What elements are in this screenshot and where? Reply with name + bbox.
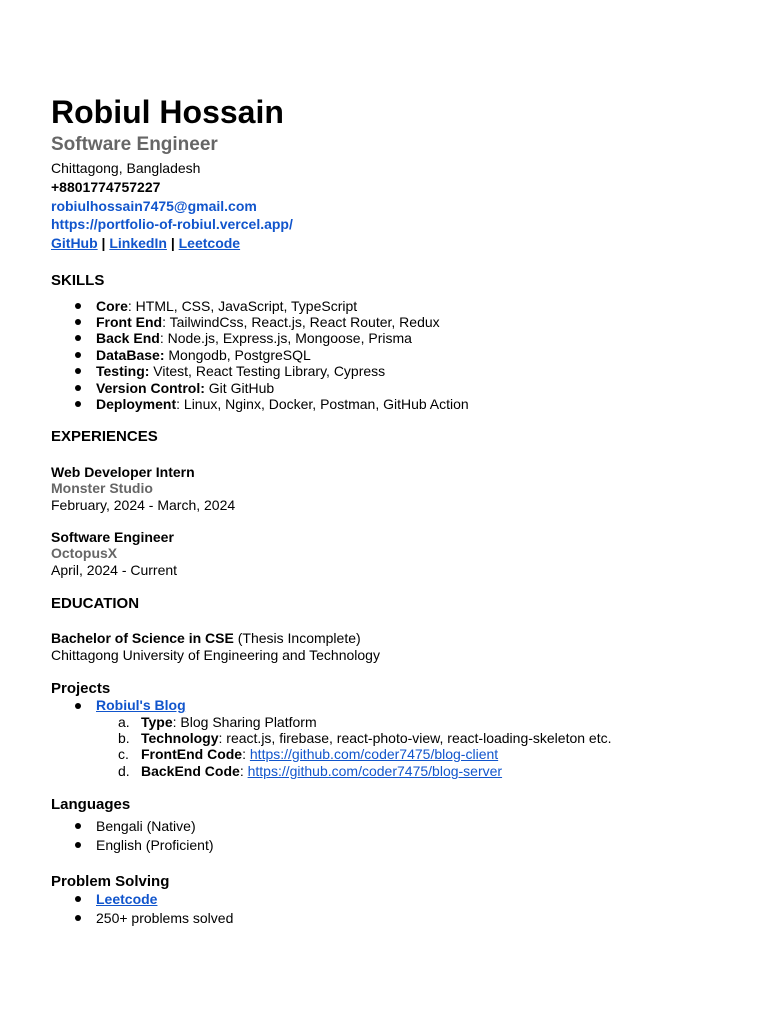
education-school: Chittagong University of Engineering and Technology bbox=[51, 647, 380, 663]
portfolio-link[interactable]: https://portfolio-of-robiul.vercel.app/ bbox=[51, 216, 293, 232]
name-heading: Robiul Hossain bbox=[51, 94, 284, 130]
skill-sep: : bbox=[159, 330, 164, 346]
skill-value: Linux, Nginx, Docker, Postman, GitHub Action bbox=[180, 396, 469, 412]
detail-label: FrontEnd Code bbox=[141, 746, 243, 762]
skill-value: Vitest, React Testing Library, Cypress bbox=[149, 363, 386, 379]
skill-value: Node.js, Express.js, Mongoose, Prisma bbox=[163, 330, 412, 346]
skill-label: DataBase: bbox=[96, 347, 165, 363]
bullet-icon bbox=[75, 368, 81, 374]
list-marker: b. bbox=[118, 730, 130, 746]
experience-role: Web Developer Intern bbox=[51, 464, 195, 480]
detail-label: Technology bbox=[141, 730, 219, 746]
bullet-icon bbox=[75, 896, 81, 902]
backend-repo-link[interactable]: https://github.com/coder7475/blog-server bbox=[247, 763, 503, 779]
skill-sep: : bbox=[162, 314, 166, 330]
bullet-icon bbox=[75, 303, 81, 309]
experience-role: Software Engineer bbox=[51, 529, 174, 545]
language-text: English (Proficient) bbox=[96, 837, 214, 853]
skill-value: TailwindCss, React.js, React Router, Redux bbox=[166, 314, 440, 330]
detail-value: react.js, firebase, react-photo-view, react-loading-skeleton etc. bbox=[222, 730, 612, 746]
projects-heading: Projects bbox=[51, 680, 111, 697]
leetcode-link[interactable]: Leetcode bbox=[178, 235, 241, 251]
bullet-icon bbox=[75, 335, 81, 341]
social-links bbox=[51, 235, 240, 251]
bullet-icon bbox=[75, 823, 81, 829]
bullet-icon bbox=[75, 842, 81, 848]
list-marker: d. bbox=[118, 763, 130, 779]
list-marker: a. bbox=[118, 714, 130, 730]
bullet-icon bbox=[75, 915, 81, 921]
link-separator: | bbox=[101, 235, 106, 251]
skill-label: Version Control: bbox=[96, 380, 205, 396]
skill-value: Mongodb, PostgreSQL bbox=[164, 347, 311, 363]
bullet-icon bbox=[75, 401, 81, 407]
skill-label: Core bbox=[96, 298, 128, 314]
detail-label: BackEnd Code bbox=[141, 763, 240, 779]
experience-company: Monster Studio bbox=[51, 480, 153, 496]
bullet-icon bbox=[75, 703, 81, 709]
phone-text: +8801774757227 bbox=[51, 179, 161, 195]
detail-label: Type bbox=[141, 714, 173, 730]
problems-solved-text: 250+ problems solved bbox=[96, 910, 234, 926]
bullet-icon bbox=[75, 352, 81, 358]
email-link[interactable]: robiulhossain7475@gmail.com bbox=[51, 198, 257, 214]
skill-sep: : bbox=[176, 396, 181, 412]
skills-heading: SKILLS bbox=[51, 272, 105, 289]
list-marker: c. bbox=[118, 746, 129, 762]
skill-sep: : bbox=[127, 298, 132, 314]
experiences-heading: EXPERIENCES bbox=[51, 428, 158, 445]
skill-label: Deployment bbox=[96, 396, 177, 412]
problem-solving-heading: Problem Solving bbox=[51, 873, 170, 890]
project-link[interactable]: Robiul's Blog bbox=[96, 697, 186, 713]
frontend-repo-link[interactable]: https://github.com/coder7475/blog-client bbox=[249, 746, 499, 762]
detail-sep: : bbox=[172, 714, 177, 730]
experience-period: April, 2024 - Current bbox=[51, 562, 178, 578]
bullet-icon bbox=[75, 319, 81, 325]
experience-period: February, 2024 - March, 2024 bbox=[51, 497, 236, 513]
language-text: Bengali (Native) bbox=[96, 818, 196, 834]
experience-company: OctopusX bbox=[51, 545, 118, 561]
bullet-icon bbox=[75, 385, 81, 391]
education-heading: EDUCATION bbox=[51, 595, 140, 612]
skill-label: Testing: bbox=[96, 363, 150, 379]
detail-sep: : bbox=[239, 763, 248, 779]
detail-sep: : bbox=[242, 746, 250, 762]
leetcode-profile-link[interactable]: Leetcode bbox=[96, 891, 158, 907]
education-degree: Bachelor of Science in CSE bbox=[51, 630, 234, 646]
detail-value: Blog Sharing Platform bbox=[176, 714, 317, 730]
link-separator: | bbox=[170, 235, 175, 251]
languages-heading: Languages bbox=[51, 796, 131, 813]
education-note: (Thesis Incomplete) bbox=[233, 630, 361, 646]
linkedin-link[interactable]: LinkedIn bbox=[109, 235, 167, 251]
job-title: Software Engineer bbox=[51, 134, 218, 155]
github-link[interactable]: GitHub bbox=[51, 235, 98, 251]
skill-label: Back End bbox=[96, 330, 160, 346]
detail-sep: : bbox=[218, 730, 223, 746]
skill-label: Front End bbox=[96, 314, 163, 330]
skill-value: HTML, CSS, JavaScript, TypeScript bbox=[131, 298, 358, 314]
skill-value: Git GitHub bbox=[204, 380, 275, 396]
education-degree-line bbox=[51, 630, 361, 646]
location-text: Chittagong, Bangladesh bbox=[51, 160, 201, 176]
